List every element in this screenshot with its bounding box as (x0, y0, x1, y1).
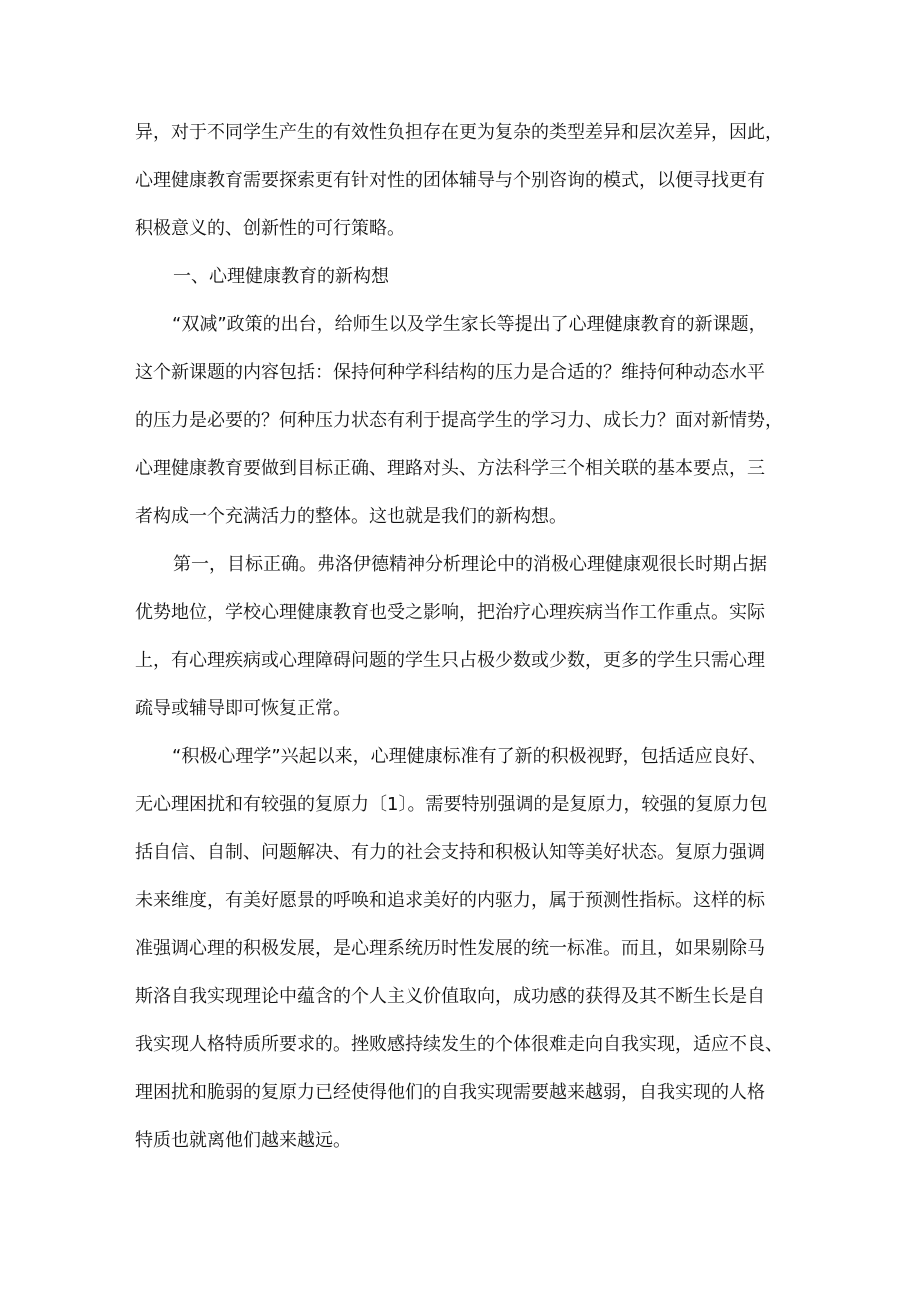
paragraph-line: 积极意义的、创新性的可行策略。 (135, 218, 405, 239)
paragraph-line: 心理健康教育需要探索更有针对性的团体辅导与个别咨询的模式，以便寻找更有 (135, 170, 765, 191)
paragraph-line: 第一，目标正确。弗洛伊德精神分析理论中的消极心理健康观很长时期占据 (173, 554, 767, 575)
paragraph-line: 特质也就离他们越来越远。 (135, 1130, 351, 1151)
paragraph-line: 无心理困扰和有较强的复原力〔1〕。需要特别强调的是复原力，较强的复原力包 (135, 794, 768, 815)
paragraph-line: 者构成一个充满活力的整体。这也就是我们的新构想。 (135, 506, 567, 527)
paragraph-line: 异，对于不同学生产生的有效性负担存在更为复杂的类型差异和层次差异，因此， (135, 122, 783, 143)
paragraph-line: 我实现人格特质所要求的。挫败感持续发生的个体很难走向自我实现，适应不良、 (135, 1034, 783, 1055)
paragraph-line: 上，有心理疾病或心理障碍问题的学生只占极少数或少数，更多的学生只需心理 (135, 650, 765, 671)
paragraph-line: “积极心理学”兴起以来，心理健康标准有了新的积极视野，包括适应良好、 (172, 746, 767, 767)
section-heading: 一、心理健康教育的新构想 (173, 266, 389, 287)
paragraph-line: “双减”政策的出台，给师生以及学生家长等提出了心理健康教育的新课题， (172, 314, 767, 335)
paragraph-line: 疏导或辅导即可恢复正常。 (135, 698, 351, 719)
paragraph-line: 的压力是必要的？何种压力状态有利于提高学生的学习力、成长力？面对新情势， (135, 410, 783, 431)
paragraph-line: 未来维度，有美好愿景的呼唤和追求美好的内驱力，属于预测性指标。这样的标 (135, 890, 765, 911)
paragraph-line: 斯洛自我实现理论中蕴含的个人主义价值取向，成功感的获得及其不断生长是自 (135, 986, 765, 1007)
paragraph-line: 优势地位，学校心理健康教育也受之影响，把治疗心理疾病当作工作重点。实际 (135, 602, 765, 623)
paragraph-line: 准强调心理的积极发展，是心理系统历时性发展的统一标准。而且，如果剔除马 (135, 938, 765, 959)
paragraph-line: 心理健康教育要做到目标正确、理路对头、方法科学三个相关联的基本要点，三 (135, 458, 765, 479)
paragraph-line: 括自信、自制、问题解决、有力的社会支持和积极认知等美好状态。复原力强调 (135, 842, 765, 863)
paragraph-line: 这个新课题的内容包括：保持何种学科结构的压力是合适的？维持何种动态水平 (135, 362, 765, 383)
paragraph-line: 理困扰和脆弱的复原力已经使得他们的自我实现需要越来越弱，自我实现的人格 (135, 1082, 765, 1103)
